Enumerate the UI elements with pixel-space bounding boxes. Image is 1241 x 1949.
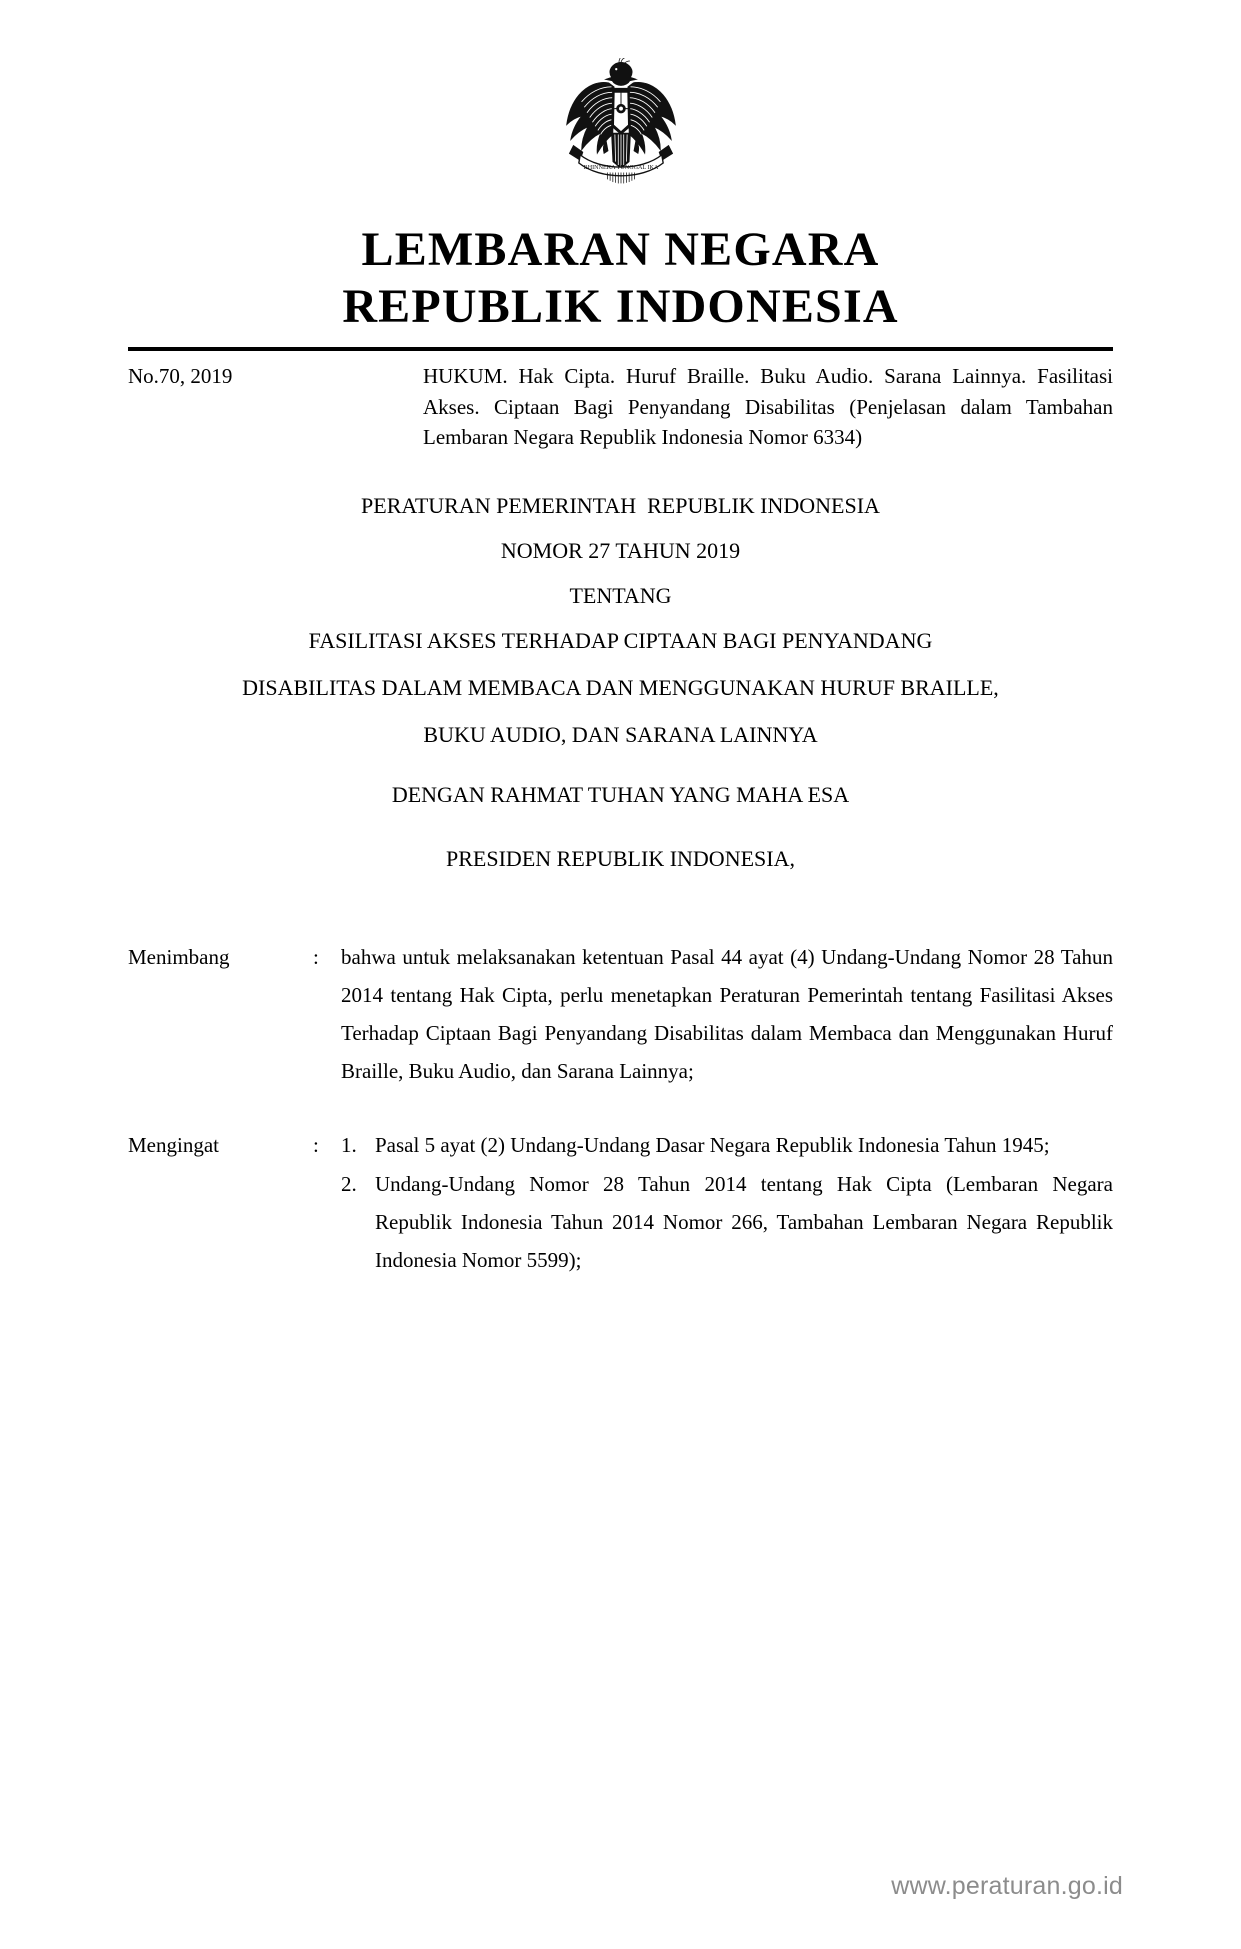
header-meta — [128, 361, 1113, 452]
footer-watermark: www.peraturan.go.id — [891, 1872, 1123, 1900]
clause-mengingat-text — [341, 1126, 1113, 1279]
gazette-keywords: HUKUM. Hak Cipta. Huruf Braille. Buku Audio. Sarana Lainnya. Fasilitasi Akses. Ciptaan Bagi Penyandang Disabilitas (Penjelasan dalam Tambahan Lembaran Negara Republik Indonesia Nomor 6334) — [423, 364, 1113, 450]
clause-menimbang-text — [341, 938, 1113, 1091]
list-item-text: Pasal 5 ayat (2) Undang-Undang Dasar Negara Republik Indonesia Tahun 1945; — [375, 1133, 1050, 1158]
clause-menimbang-paragraph: bahwa untuk melaksanakan ketentuan Pasal 44 ayat (4) Undang-Undang Nomor 28 Tahun 2014 tentang Hak Cipta, perlu menetapkan Peraturan Pemerintah tentang Fasilitasi Akses Terhadap Ciptaan Bagi Penyandang Disabilitas dalam Membaca dan Menggunakan Huruf Braille, Buku Audio, dan Sarana Lainnya; — [341, 944, 1113, 1084]
list-item-text: Undang-Undang Nomor 28 Tahun 2014 tentang Hak Cipta (Lembaran Negara Republik Indonesia Tahun 2014 Nomor 266, Tambahan Lembaran Negara Republik Indonesia Nomor 5599); — [375, 1171, 1113, 1273]
emblem-container — [0, 0, 1241, 198]
gazette-number: No.70, 2019 — [128, 364, 233, 389]
mengingat-list — [341, 1126, 1113, 1279]
masthead-divider — [128, 347, 1113, 351]
title-authority-line: PERATURAN PEMERINTAH REPUBLIK INDONESIA — [361, 492, 880, 518]
regulation-title-block — [128, 492, 1113, 871]
title-subject-line-2: DISABILITAS DALAM MEMBACA DAN MENGGUNAKAN HURUF BRAILLE, — [242, 674, 999, 700]
title-number-line: NOMOR 27 TAHUN 2019 — [500, 537, 741, 563]
clause-menimbang-label: Menimbang — [128, 944, 230, 969]
clause-mengingat-label: Mengingat — [128, 1133, 219, 1158]
masthead — [0, 222, 1241, 335]
masthead-line-1: LEMBARAN NEGARA — [361, 223, 880, 276]
list-item-marker: 1. — [341, 1133, 357, 1158]
list-item-marker: 2. — [341, 1171, 357, 1196]
clause-mengingat — [128, 1126, 1113, 1279]
title-subject-line-3: BUKU AUDIO, DAN SARANA LAINNYA — [423, 721, 818, 747]
list-item — [341, 1126, 1113, 1164]
title-authority: PRESIDEN REPUBLIK INDONESIA, — [446, 845, 795, 871]
title-tentang-line: TENTANG — [569, 582, 672, 608]
list-item — [341, 1165, 1113, 1280]
clauses-section — [128, 938, 1113, 1280]
clause-mengingat-colon: : — [313, 1133, 319, 1158]
title-subject-line-1: FASILITASI AKSES TERHADAP CIPTAAN BAGI PENYANDANG — [308, 627, 933, 653]
garuda-pancasila-emblem — [553, 58, 689, 198]
svg-text:BHINNEKA TUNGGAL IKA: BHINNEKA TUNGGAL IKA — [583, 165, 658, 172]
clause-menimbang — [128, 938, 1113, 1091]
title-invocation: DENGAN RAHMAT TUHAN YANG MAHA ESA — [391, 781, 850, 807]
masthead-line-2: REPUBLIK INDONESIA — [342, 279, 899, 333]
clause-menimbang-colon: : — [313, 944, 319, 969]
